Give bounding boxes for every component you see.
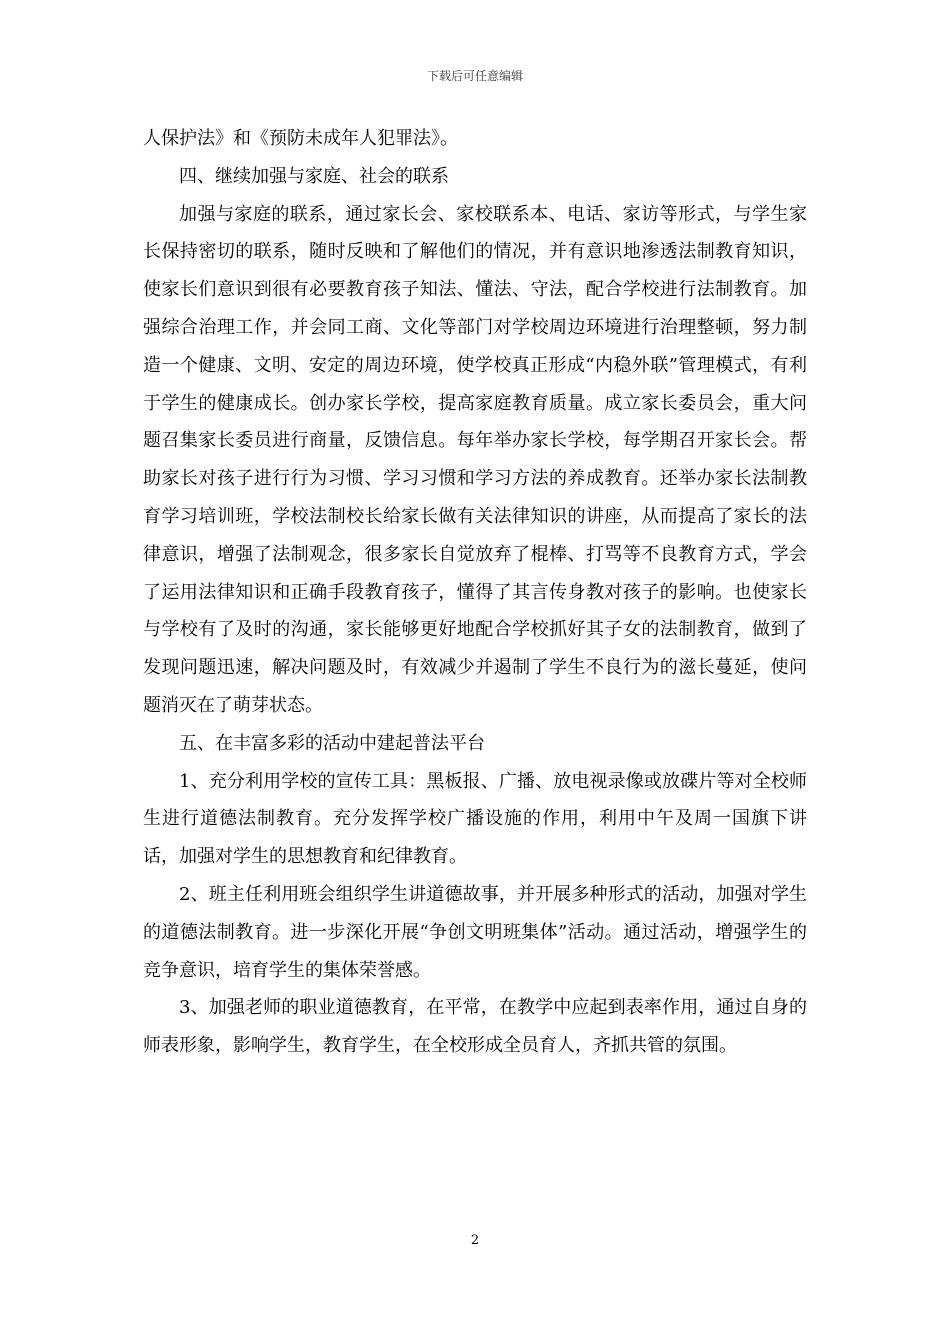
- page-header: 下载后可任意编辑: [426, 69, 523, 83]
- document-body: [143, 120, 807, 1065]
- page-number: 2: [470, 1233, 480, 1248]
- section-heading: 四、继续加强与家庭、社会的联系: [179, 165, 449, 187]
- paragraph: 3、加强老师的职业道德教育，在平常，在教学中应起到表率作用，通过自身的师表形象，影响学生，教育学生，在全校形成全员育人，齐抓共管的氛围。: [143, 997, 807, 1057]
- paragraph: 2、班主任利用班会组织学生讲道德故事，并开展多种形式的活动，加强对学生的道德法制教育。进一步深化开展“争创文明班集体”活动。通过活动，增强学生的竞争意识，培育学生的集体荣誉感。: [143, 883, 807, 981]
- paragraph: 1、充分利用学校的宣传工具：黑板报、广播、放电视录像或放碟片等对全校师生进行道德法制教育。充分发挥学校广播设施的作用，利用中午及周一国旗下讲话，加强对学生的思想教育和纪律教育。: [143, 770, 807, 868]
- paragraph: 加强与家庭的联系，通过家长会、家校联系本、电话、家访等形式，与学生家长保持密切的联系，随时反映和了解他们的情况，并有意识地渗透法制教育知识，使家长们意识到很有必要教育孩子知法、懂法、守法，配合学校进行法制教育。加强综合治理工作，并会同工商、文化等部门对学校周边环境进行治理整顿，努力制造一个健康、文明、安定的周边环境，使学校真正形成“内稳外联”管理模式，有利于学生的健康成长。创办家长学校，提高家庭教育质量。成立家长委员会，重大问题召集家长委员进行商量，反馈信息。每年举办家长学校，每学期召开家长会。帮助家长对孩子进行行为习惯、学习习惯和学习方法的养成教育。还举办家长法制教育学习培训班，学校法制校长给家长做有关法律知识的讲座，从而提高了家长的法律意识，增强了法制观念，很多家长自觉放弃了棍棒、打骂等不良教育方式，学会了运用法律知识和正确手段教育孩子，懂得了其言传身教对孩子的影响。也使家长与学校有了及时的沟通，家长能够更好地配合学校抓好其子女的法制教育，做到了发现问题迅速，解决问题及时，有效减少并遏制了学生不良行为的滋长蔓延，使问题消灭在了萌芽状态。: [143, 203, 807, 716]
- section-heading: 五、在丰富多彩的活动中建起普法平台: [179, 732, 485, 754]
- paragraph: 人保护法》和《预防未成年人犯罪法》。: [143, 128, 458, 149]
